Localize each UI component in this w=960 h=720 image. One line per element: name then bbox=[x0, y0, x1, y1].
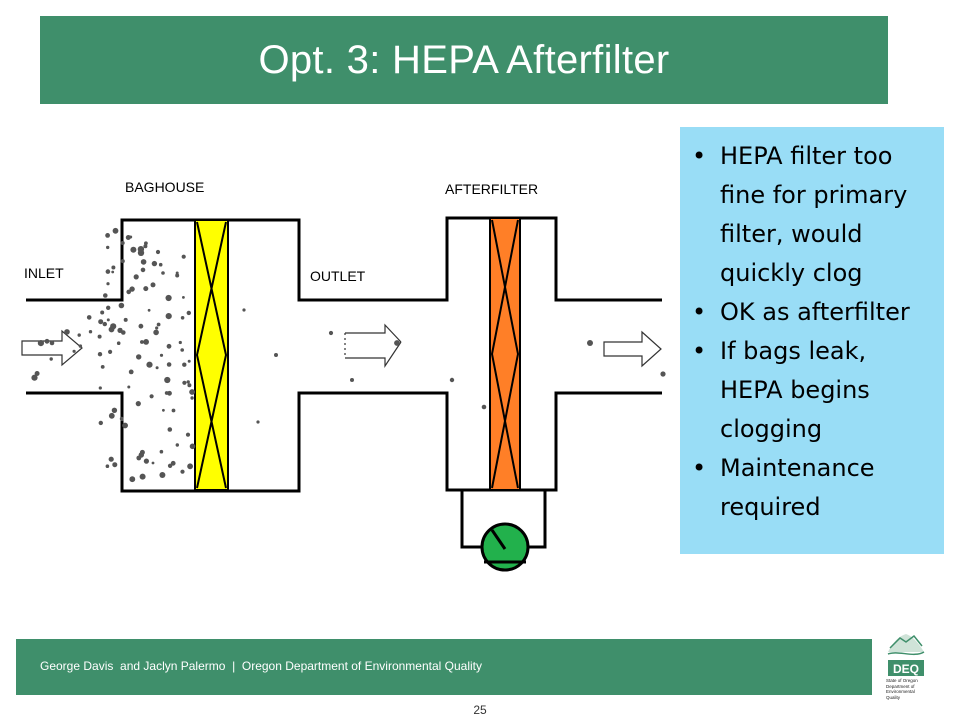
dust-particle bbox=[140, 340, 144, 344]
dust-particle bbox=[111, 271, 114, 274]
dust-particle bbox=[160, 450, 164, 454]
dust-particle bbox=[109, 457, 114, 462]
dust-particle bbox=[176, 443, 179, 446]
dust-particle bbox=[138, 246, 144, 252]
duct-walls bbox=[26, 218, 662, 491]
dust-particle bbox=[122, 423, 128, 429]
dust-particle bbox=[31, 375, 37, 381]
dust-particle bbox=[103, 322, 107, 326]
pressure-gauge-icon bbox=[482, 524, 528, 570]
dust-particle bbox=[127, 386, 130, 389]
slide-title: Opt. 3: HEPA Afterfilter bbox=[258, 37, 670, 82]
dust-particle bbox=[168, 464, 172, 468]
dust-particle bbox=[450, 378, 454, 382]
dust-particle bbox=[112, 462, 117, 467]
dust-particle bbox=[242, 308, 245, 311]
dust-particle bbox=[180, 348, 184, 352]
dust-particle bbox=[129, 236, 132, 239]
dust-particle bbox=[156, 250, 160, 254]
bullet-dot: • bbox=[692, 454, 707, 482]
dust-particle bbox=[166, 295, 172, 301]
dust-particle bbox=[143, 286, 148, 291]
dust-particle bbox=[89, 330, 92, 333]
dust-particle bbox=[182, 296, 185, 299]
dust-particle bbox=[350, 378, 354, 382]
dust-particle bbox=[182, 381, 186, 385]
outlet-label: OUTLET bbox=[310, 268, 366, 284]
dust-particle bbox=[164, 377, 170, 383]
dust-particle bbox=[98, 352, 102, 356]
dust-particle bbox=[106, 282, 109, 285]
dust-particle bbox=[187, 383, 191, 387]
dust-particle bbox=[143, 244, 147, 248]
dust-particle bbox=[161, 271, 165, 275]
dust-particle bbox=[189, 389, 195, 395]
dust-particle bbox=[167, 362, 172, 367]
dust-particle bbox=[274, 353, 278, 357]
dust-particle bbox=[180, 470, 184, 474]
dust-particle bbox=[99, 421, 103, 425]
dust-particle bbox=[167, 344, 172, 349]
dust-particle bbox=[124, 318, 128, 322]
dust-particle bbox=[152, 261, 157, 266]
dust-particle bbox=[87, 315, 92, 320]
dust-particle bbox=[172, 409, 176, 413]
dust-particle bbox=[150, 394, 154, 398]
logo-subtext: State of Oregon Department of Environmental Quality bbox=[886, 678, 918, 700]
dust-particle bbox=[151, 282, 156, 287]
dust-particle bbox=[108, 350, 112, 354]
dust-particle bbox=[130, 247, 136, 253]
dust-particle bbox=[159, 263, 163, 267]
inlet-label: INLET bbox=[24, 265, 64, 281]
dust-particle bbox=[113, 228, 119, 234]
dust-particle bbox=[98, 319, 103, 324]
dust-particle bbox=[101, 365, 105, 369]
dust-particle bbox=[129, 476, 135, 482]
dust-particle bbox=[160, 354, 163, 357]
deq-logo bbox=[886, 630, 926, 708]
dust-particle bbox=[64, 329, 70, 335]
dust-particle bbox=[157, 323, 161, 327]
dust-particle bbox=[119, 328, 122, 331]
dust-particle bbox=[181, 316, 185, 320]
dust-particle bbox=[126, 290, 131, 295]
dust-particle bbox=[136, 456, 141, 461]
dust-particle bbox=[187, 311, 191, 315]
footer-credit: George Davis and Jaclyn Palermo | Oregon Department of Environmental Quality bbox=[40, 659, 482, 673]
dust-particle bbox=[186, 433, 190, 437]
dust-particle bbox=[165, 391, 169, 395]
dust-particle bbox=[79, 344, 82, 347]
logo-text: DEQ bbox=[892, 662, 920, 676]
title-bar bbox=[40, 16, 888, 104]
dust-particle bbox=[156, 366, 159, 369]
dust-particle bbox=[106, 306, 110, 310]
dust-particle bbox=[103, 293, 108, 298]
deq-logo-icon bbox=[886, 630, 926, 678]
bullet-dot: • bbox=[692, 337, 707, 365]
dust-particle bbox=[329, 331, 333, 335]
dust-particle bbox=[182, 363, 186, 367]
dust-particle bbox=[107, 318, 110, 321]
dust-particle bbox=[112, 408, 117, 413]
dust-particle bbox=[187, 380, 190, 383]
dust-particle bbox=[121, 259, 125, 263]
dust-particle bbox=[38, 340, 44, 346]
dust-particle bbox=[106, 464, 110, 468]
footer-bar bbox=[16, 639, 872, 695]
dust-particle bbox=[73, 350, 76, 353]
dust-particle bbox=[121, 330, 126, 335]
dust-particle bbox=[50, 341, 55, 346]
dust-particle bbox=[141, 268, 146, 273]
bullet-item: • Maintenance required bbox=[688, 449, 936, 527]
dust-particle bbox=[117, 341, 121, 345]
dust-particle bbox=[143, 339, 149, 345]
bullet-dot: • bbox=[692, 298, 707, 326]
baghouse-filter bbox=[195, 220, 228, 490]
dust-particle bbox=[140, 474, 146, 480]
dust-particle bbox=[109, 413, 115, 419]
dust-particle bbox=[50, 357, 53, 360]
dust-particle bbox=[120, 417, 124, 421]
dust-particle bbox=[182, 255, 186, 259]
dust-particle bbox=[99, 386, 102, 389]
dust-particle bbox=[110, 323, 116, 329]
dust-particle bbox=[256, 420, 259, 423]
dust-particle bbox=[134, 274, 139, 279]
dust-particle bbox=[111, 266, 115, 270]
dust-particle bbox=[660, 371, 665, 376]
dust-particle bbox=[146, 362, 152, 368]
dust-particle bbox=[155, 326, 158, 329]
dust-particle bbox=[482, 405, 487, 410]
dust-particle bbox=[168, 427, 173, 432]
dust-particle bbox=[45, 339, 50, 344]
afterfilter-label: AFTERFILTER bbox=[445, 181, 539, 197]
dust-particle bbox=[187, 463, 193, 469]
bullet-item: • HEPA filter too fine for primary filter, would quickly clog bbox=[688, 137, 936, 293]
dust-particle bbox=[175, 274, 179, 278]
dust-particle bbox=[394, 340, 400, 346]
dust-particle bbox=[190, 396, 193, 399]
dust-particle bbox=[153, 330, 159, 336]
dust-particle bbox=[190, 444, 196, 450]
page-number: 25 bbox=[473, 703, 487, 717]
dust-particle bbox=[119, 303, 125, 309]
dust-particle bbox=[166, 313, 172, 319]
bullet-item: • If bags leak, HEPA begins clogging bbox=[688, 332, 936, 449]
process-diagram bbox=[0, 120, 680, 580]
dust-particle bbox=[121, 241, 125, 245]
hepa-afterfilter bbox=[490, 218, 520, 490]
dust-particle bbox=[148, 309, 151, 312]
dust-particle bbox=[587, 340, 593, 346]
dust-particle bbox=[100, 311, 104, 315]
dust-particle bbox=[106, 246, 109, 249]
dust-particles bbox=[31, 228, 665, 482]
dust-particle bbox=[78, 333, 81, 336]
bullet-panel bbox=[680, 127, 944, 554]
dust-particle bbox=[98, 335, 102, 339]
dust-particle bbox=[152, 462, 155, 465]
dust-particle bbox=[136, 354, 141, 359]
dust-particle bbox=[179, 341, 182, 344]
dust-particle bbox=[141, 259, 147, 265]
dust-particle bbox=[105, 233, 110, 238]
bullet-item: • OK as afterfilter bbox=[688, 293, 936, 332]
dust-particle bbox=[188, 360, 191, 363]
dust-particle bbox=[106, 269, 111, 274]
dust-particle bbox=[159, 472, 165, 478]
dust-particle bbox=[162, 409, 165, 412]
dust-particle bbox=[129, 370, 134, 375]
dust-particle bbox=[139, 324, 144, 329]
baghouse-label: BAGHOUSE bbox=[125, 179, 205, 195]
bullet-dot: • bbox=[692, 142, 707, 170]
dust-particle bbox=[136, 401, 141, 406]
dust-particle bbox=[144, 459, 149, 464]
